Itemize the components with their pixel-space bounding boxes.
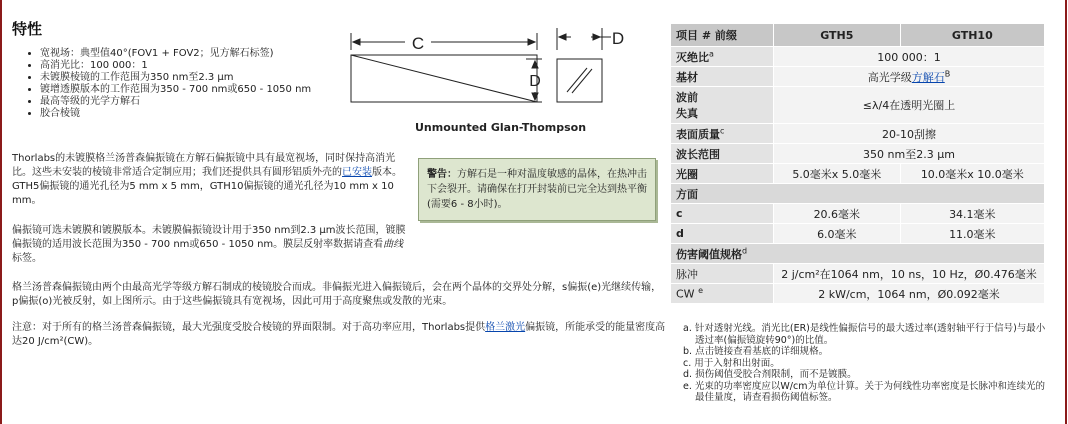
note-text: 注意：对于所有的格兰汤普森偏振镜，最大光强度受胶合棱镜的界面限制。对于高功率应用，Thorlabs提供 xyxy=(12,322,486,333)
spec-label xyxy=(671,124,774,144)
footnote-list xyxy=(683,323,1053,404)
footnote-ref-a: a xyxy=(709,48,714,58)
spec-row-cw xyxy=(671,284,1045,304)
spec-section-dimensions xyxy=(671,184,1045,204)
note-text-tail: 偏振镜，所能承受的能量密度高达20 J/cm²(CW)。 xyxy=(12,322,666,347)
spec-value: 2 j/cm²在1064 nm，10 ns，10 Hz，Ø0.476毫米 xyxy=(774,264,1045,284)
dimension-d-right xyxy=(557,28,611,50)
wavefront-label-1: 波前 xyxy=(676,91,698,104)
spec-label xyxy=(671,87,774,124)
spec-label xyxy=(671,284,774,304)
cw-label: CW xyxy=(676,287,695,301)
prism-end-view xyxy=(557,59,602,102)
intro-paragraph xyxy=(12,152,410,208)
coating-text: 偏振镜可选未镀膜和镀膜版本。未镀膜偏振镜设计用于350 nm到2.3 µm波长范围，镀膜偏振镜的适用波长范围为350 - 700 nm或650 - 1050 nm。膜层反射率数据请查看 xyxy=(12,225,406,250)
feature-item: • 镀增透膜版本的工作范围为350 - 700 nm或650 - 1050 nm xyxy=(40,84,340,96)
spec-value: 2 kW/cm，1064 nm，Ø0.092毫米 xyxy=(774,284,1045,304)
spec-value-gth10: 11.0毫米 xyxy=(900,224,1044,244)
footnote-ref-e: e xyxy=(698,286,703,296)
spec-row-aperture xyxy=(671,164,1045,184)
footnote-item: a. 针对透射光线。消光比(ER)是线性偏振信号的最大透过率(透射轴平行于信号)与最小透过率(偏振镜旋转90°)的比值。 xyxy=(683,323,1046,346)
section-label: 方面 xyxy=(671,184,1045,204)
feature-item: • 高消光比：100 000：1 xyxy=(40,60,340,72)
dimension-c-label: C xyxy=(411,34,425,53)
spec-row-c xyxy=(671,204,1045,224)
spec-row-pulse xyxy=(671,264,1045,284)
spec-label: d xyxy=(671,224,774,244)
surface-label: 表面质量 xyxy=(676,127,720,141)
footnote-item: b. 点击链接查看基底的详细规格。 xyxy=(683,346,829,357)
construction-paragraph: 格兰汤普森偏振镜由两个由最高光学等级方解石制成的棱镜胶合而成。非偏振光进入偏振镜后，会在两个晶体的交界处分解，s偏振(e)光继续传输，p偏振(o)光被反射，如上图所示。由于这些偏振镜具有宽视场，因此可用于高度聚焦或发散的光束。 xyxy=(12,282,662,307)
intro-text-tail: 版本。GTH5偏振镜的通光孔径为5 mm x 5 mm，GTH10偏振镜的通光孔径为10 mm x 10 mm。 xyxy=(12,167,402,206)
feature-item: • 未镀膜棱镜的工作范围为350 nm至2.3 µm xyxy=(40,72,340,84)
dimension-c xyxy=(351,33,537,50)
footnote-item: c. 用于入射和出射面。 xyxy=(683,357,780,369)
spec-label: 波长范围 xyxy=(671,144,774,164)
spec-row-surface xyxy=(671,124,1045,144)
feature-item: • 胶合棱镜 xyxy=(40,108,340,120)
page-border-left xyxy=(0,0,2,424)
page-border-right xyxy=(1065,0,1067,424)
spec-value-gth10: 34.1毫米 xyxy=(900,204,1044,224)
coating-text-tail: 标签。 xyxy=(12,253,42,264)
spec-label: c xyxy=(671,204,774,224)
spec-label: 基材 xyxy=(671,67,774,87)
footnote-ref-b: B xyxy=(944,68,951,78)
coating-paragraph xyxy=(12,224,410,266)
spec-header-label: 项目 # 前缀 xyxy=(671,24,774,47)
spec-header-gth10: GTH10 xyxy=(900,24,1044,47)
damage-label: 伤害阈值规格 xyxy=(676,247,742,261)
intro-text: Thorlabs的未镀膜格兰汤普森偏振镜在方解石偏振镜中具有最宽视场，同时保持高消光比。这些未安装的棱镜非常适合定制应用；我们还提供具有圆形铝质外壳的 xyxy=(12,153,396,178)
spec-row-extinction xyxy=(671,47,1045,67)
prism-side-view xyxy=(351,55,537,102)
footnote-item: d. 损伤阈值受胶合剂限制，而不是镀膜。 xyxy=(683,369,857,380)
spec-header-gth5: GTH5 xyxy=(774,24,901,47)
mounted-version-link[interactable]: 已安装 xyxy=(342,167,372,178)
spec-value: 20-10刮擦 xyxy=(774,124,1045,144)
feature-list xyxy=(24,48,340,120)
spec-label: 光圈 xyxy=(671,164,774,184)
extinction-label: 灭绝比 xyxy=(676,50,709,64)
spec-row-d xyxy=(671,224,1045,244)
spec-value-gth5: 20.6毫米 xyxy=(774,204,901,224)
spec-value: 350 nm至2.3 µm xyxy=(774,144,1045,164)
substrate-text: 高光学级 xyxy=(867,70,912,84)
footnote-ref-d: d xyxy=(742,245,748,255)
spec-section-damage xyxy=(671,244,1045,264)
spec-value-gth10: 10.0毫米x 10.0毫米 xyxy=(900,164,1044,184)
note-paragraph xyxy=(12,321,667,349)
spec-value-gth5: 5.0毫米x 5.0毫米 xyxy=(774,164,901,184)
spec-value xyxy=(774,67,1045,87)
spec-header-row xyxy=(671,24,1045,47)
footnote-item: e. 光束的功率密度应以W/cm为单位计算。关于为何线性功率密度是长脉冲和连续光的最佳量度，请查看损伤阈值标签。 xyxy=(683,380,1045,403)
spec-table xyxy=(670,23,1045,304)
calcite-link[interactable]: 方解石 xyxy=(911,70,945,84)
wavefront-label-2: 失真 xyxy=(676,107,698,120)
diagram-caption: Unmounted Glan-Thompson xyxy=(415,121,587,134)
section-label xyxy=(671,244,1045,264)
dimension-d-right-label: D xyxy=(611,29,625,48)
spec-row-substrate xyxy=(671,67,1045,87)
spec-value-gth5: 6.0毫米 xyxy=(774,224,901,244)
spec-row-wavelength xyxy=(671,144,1045,164)
spec-value: ≤λ/4在透明光圈上 xyxy=(774,87,1045,124)
warning-label: 警告： xyxy=(427,169,457,180)
spec-label: 脉冲 xyxy=(671,264,774,284)
feature-item: • 最高等级的光学方解石 xyxy=(40,96,340,108)
dimension-d-left-label: D xyxy=(529,73,541,90)
footnote-ref-c: c xyxy=(720,125,725,135)
glan-laser-link[interactable]: 格兰激光 xyxy=(485,322,526,333)
warning-box xyxy=(418,158,656,221)
section-title: 特性 xyxy=(12,20,43,38)
warning-text: 方解石是一种对温度敏感的晶体，在热冲击下会裂开。请确保在打开封装前已完全达到热平衡(需要6 - 8小时)。 xyxy=(427,169,647,210)
spec-row-wavefront xyxy=(671,87,1045,124)
spec-label xyxy=(671,47,774,67)
feature-item: • 宽视场：典型值40°(FOV1 + FOV2；见方解石标签) xyxy=(40,48,340,60)
spec-value: 100 000：1 xyxy=(774,47,1045,67)
curves-tab-reference: 曲线 xyxy=(383,239,404,250)
